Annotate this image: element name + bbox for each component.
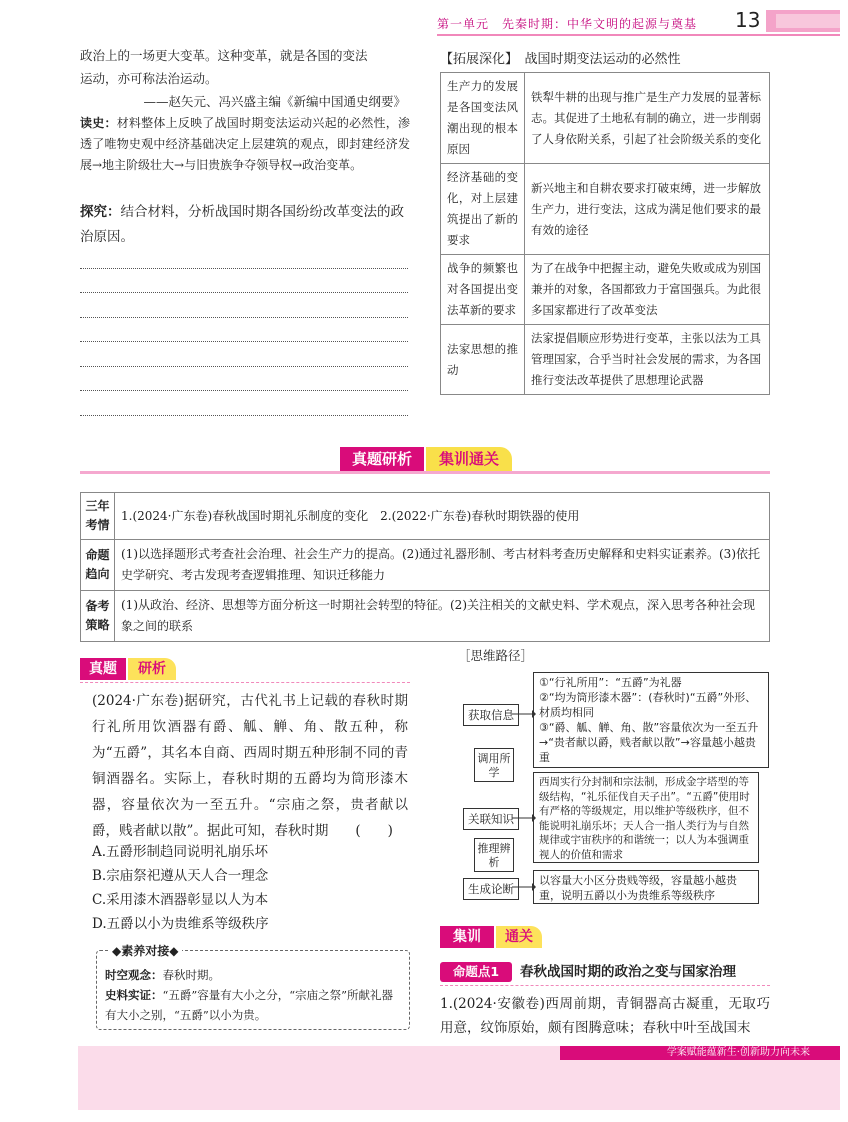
table-row [81, 591, 770, 642]
path-arrow-reason: 推理辨析 [474, 838, 514, 872]
key-point-badge: 命题点1 [440, 962, 512, 982]
explore-label: 探究： [80, 204, 121, 220]
extension-title: 【拓展深化】 战国时期变法运动的必然性 [440, 52, 681, 67]
table-cell: 新兴地主和自耕农要求打破束缚，进一步解放生产力，进行变法，这成为满足他们要求的最有效的途径 [525, 164, 770, 255]
path-box-info [533, 672, 769, 768]
path-box-line: ②“均为筒形漆木器”：(春秋时)“五爵”外形、材质均相同 [539, 691, 757, 719]
explore-question [80, 200, 410, 250]
footer-slogan: 学案赋能蕴新生·创新助力向未来 [560, 1046, 840, 1060]
answer-line [80, 268, 408, 269]
literacy-text: “五爵”容量有大小之分，“宗庙之祭”所献礼器有大小之别，“五爵”以小为贵。 [105, 988, 394, 1022]
table-cell: 战争的频繁也对各国提出变法革新的要求 [441, 255, 525, 325]
path-box-line: ①“行礼所用”：“五爵”为礼器 [539, 676, 682, 689]
path-box-knowledge: 西周实行分封制和宗法制，形成金字塔型的等级结构，“礼乐征伐自天子出”。“五爵”使用时有严格的等级规定，用以维护等级秩序，但不能说明礼崩乐坏；天人合一指人类行为与自然规律或宇宙秩序的和谐统一；以人为本强调重视人的价值和需求 [533, 772, 759, 863]
key-point-divider [440, 985, 770, 986]
read-text: 材料整体上反映了战国时期变法运动兴起的必然性，渗透了唯物史观中经济基础决定上层建筑的观点，即封建经济发展→地主阶级壮大→与旧贵族争夺领导权→政治变革。 [80, 116, 410, 172]
practice-question-1: 1.(2024·安徽卷)西周前期，青铜器高古凝重，无取巧用意，纹饰原始，颇有图腾意味；春秋中叶至战国末 [440, 996, 770, 1036]
path-node-conclusion: 生成论断 [463, 878, 519, 900]
option-b[interactable]: B.宗庙祭祀遵从天人合一理念 [92, 868, 269, 884]
table-row [441, 255, 770, 325]
answer-line [80, 292, 408, 293]
header-tab-decoration-inner [776, 14, 840, 28]
read-history [80, 113, 410, 176]
exam-info-table [80, 492, 770, 642]
table-cell: 法家思想的推动 [441, 325, 525, 395]
table-cell: 1.(2024·广东卷)春秋战国时期礼乐制度的变化 2.(2022·广东卷)春秋时期铁器的使用 [115, 493, 770, 540]
yanxi-tag: 研析 [128, 658, 176, 680]
literacy-label: 史料实证： [105, 988, 163, 1002]
path-title: ［思维路径］ [458, 648, 534, 663]
literacy-title [108, 942, 182, 959]
table-header-cell: 三年考情 [81, 493, 115, 540]
question-stem: (2024·广东卷)据研究，古代礼书上记载的春秋时期行礼所用饮酒器有爵、觚、觯、角、散五种，称为“五爵”，其名本自商、西周时期五种形制不同的青铜酒器名。实际上，春秋时期的五爵均为筒形漆木器，容量依次为一至五升。“宗庙之祭，贵者献以爵，贱者献以散”。据此可知，春秋时期 ( ) [92, 693, 408, 839]
literacy-line-1 [105, 965, 401, 985]
literacy-label: 时空观念： [105, 968, 163, 982]
table-row [81, 493, 770, 540]
path-connector-arrows [510, 690, 536, 900]
material-source: ——赵矢元、冯兴盛主编《新编中国通史纲要》 [143, 94, 406, 109]
table-row [441, 325, 770, 395]
material-line-1: 政治上的一场更大变革。这种变革，就是各国的变法 [80, 48, 368, 63]
path-node-relate: 关联知识 [463, 808, 519, 830]
table-cell: 生产力的发展是各国变法风潮出现的根本原因 [441, 73, 525, 164]
path-box-conclusion: 以容量大小区分贵贱等级，容量越小越贵重，说明五爵以小为贵维系等级秩序 [533, 870, 759, 904]
literacy-box [96, 950, 410, 1030]
table-cell: (1)从政治、经济、思想等方面分析这一时期社会转型的特征。(2)关注相关的文献史料、学术观点，深入思考各种社会现象之间的联系 [115, 591, 770, 642]
material-line-2: 运动，亦可称法治运动。 [80, 71, 218, 86]
table-cell: 为了在战争中把握主动，避免失败或成为别国兼并的对象，各国都致力于富国强兵。为此很多国家都进行了改革变法 [525, 255, 770, 325]
literacy-title-text: 素养对接 [121, 944, 170, 958]
table-cell: 铁犁牛耕的出现与推广是生产力发展的显著标志。其促进了土地私有制的确立，进一步削弱了人身依附关系，引起了社会阶级关系的变化 [525, 73, 770, 164]
read-label: 读史： [80, 116, 117, 130]
option-d[interactable]: D.五爵以小为贵维系等级秩序 [92, 916, 269, 932]
path-arrow-recall: 调用所学 [474, 748, 514, 782]
header-divider [437, 34, 840, 36]
section-banner-left: 真题研析 [340, 447, 424, 471]
section-divider [80, 682, 410, 683]
tongguan-tag: 通关 [496, 926, 542, 948]
diamond-icon: ◆ [112, 944, 122, 958]
banner-divider [80, 471, 770, 474]
table-cell: 经济基础的变化，对上层建筑提出了新的要求 [441, 164, 525, 255]
answer-line [80, 366, 408, 367]
key-point-title: 春秋战国时期的政治之变与国家治理 [520, 964, 736, 980]
literacy-line-2 [105, 985, 401, 1025]
diamond-icon: ◆ [169, 944, 179, 958]
table-cell: 法家提倡顺应形势进行变革，主张以法为工具管理国家，合乎当时社会发展的需求，为各国推行变法改革提供了思想理论武器 [525, 325, 770, 395]
explore-text: 结合材料，分析战国时期各国纷纷改革变法的政治原因。 [80, 204, 404, 245]
table-row [441, 164, 770, 255]
literacy-text: 春秋时期。 [162, 968, 220, 982]
table-header-cell: 命题趋向 [81, 540, 115, 591]
answer-line [80, 415, 408, 416]
chapter-header: 第一单元 先秦时期：中华文明的起源与奠基 [437, 17, 698, 31]
option-a[interactable]: A.五爵形制趋同说明礼崩乐坏 [92, 844, 269, 860]
page-number: 13 [735, 8, 761, 32]
extension-table [440, 72, 770, 395]
table-row [81, 540, 770, 591]
table-cell: (1)以选择题形式考查社会治理、社会生产力的提高。(2)通过礼器形制、考古材料考查历史解释和史料实证素养。(3)依托史学研究、考古发现考查逻辑推理、知识迁移能力 [115, 540, 770, 591]
answer-line [80, 390, 408, 391]
answer-line [80, 317, 408, 318]
path-box-line: ③“爵、觚、觯、角、散”容量依次为一至五升→“贵者献以爵，贱者献以散”→容量越小越贵重 [539, 721, 759, 764]
jixun-tag: 集训 [440, 926, 494, 948]
zhenti-tag: 真题 [80, 658, 126, 680]
section-banner-right: 集训通关 [426, 447, 512, 471]
path-node-get-info: 获取信息 [463, 704, 519, 726]
table-header-cell: 备考策略 [81, 591, 115, 642]
answer-line [80, 341, 408, 342]
option-c[interactable]: C.采用漆木酒器彰显以人为本 [92, 892, 269, 908]
table-row [441, 73, 770, 164]
